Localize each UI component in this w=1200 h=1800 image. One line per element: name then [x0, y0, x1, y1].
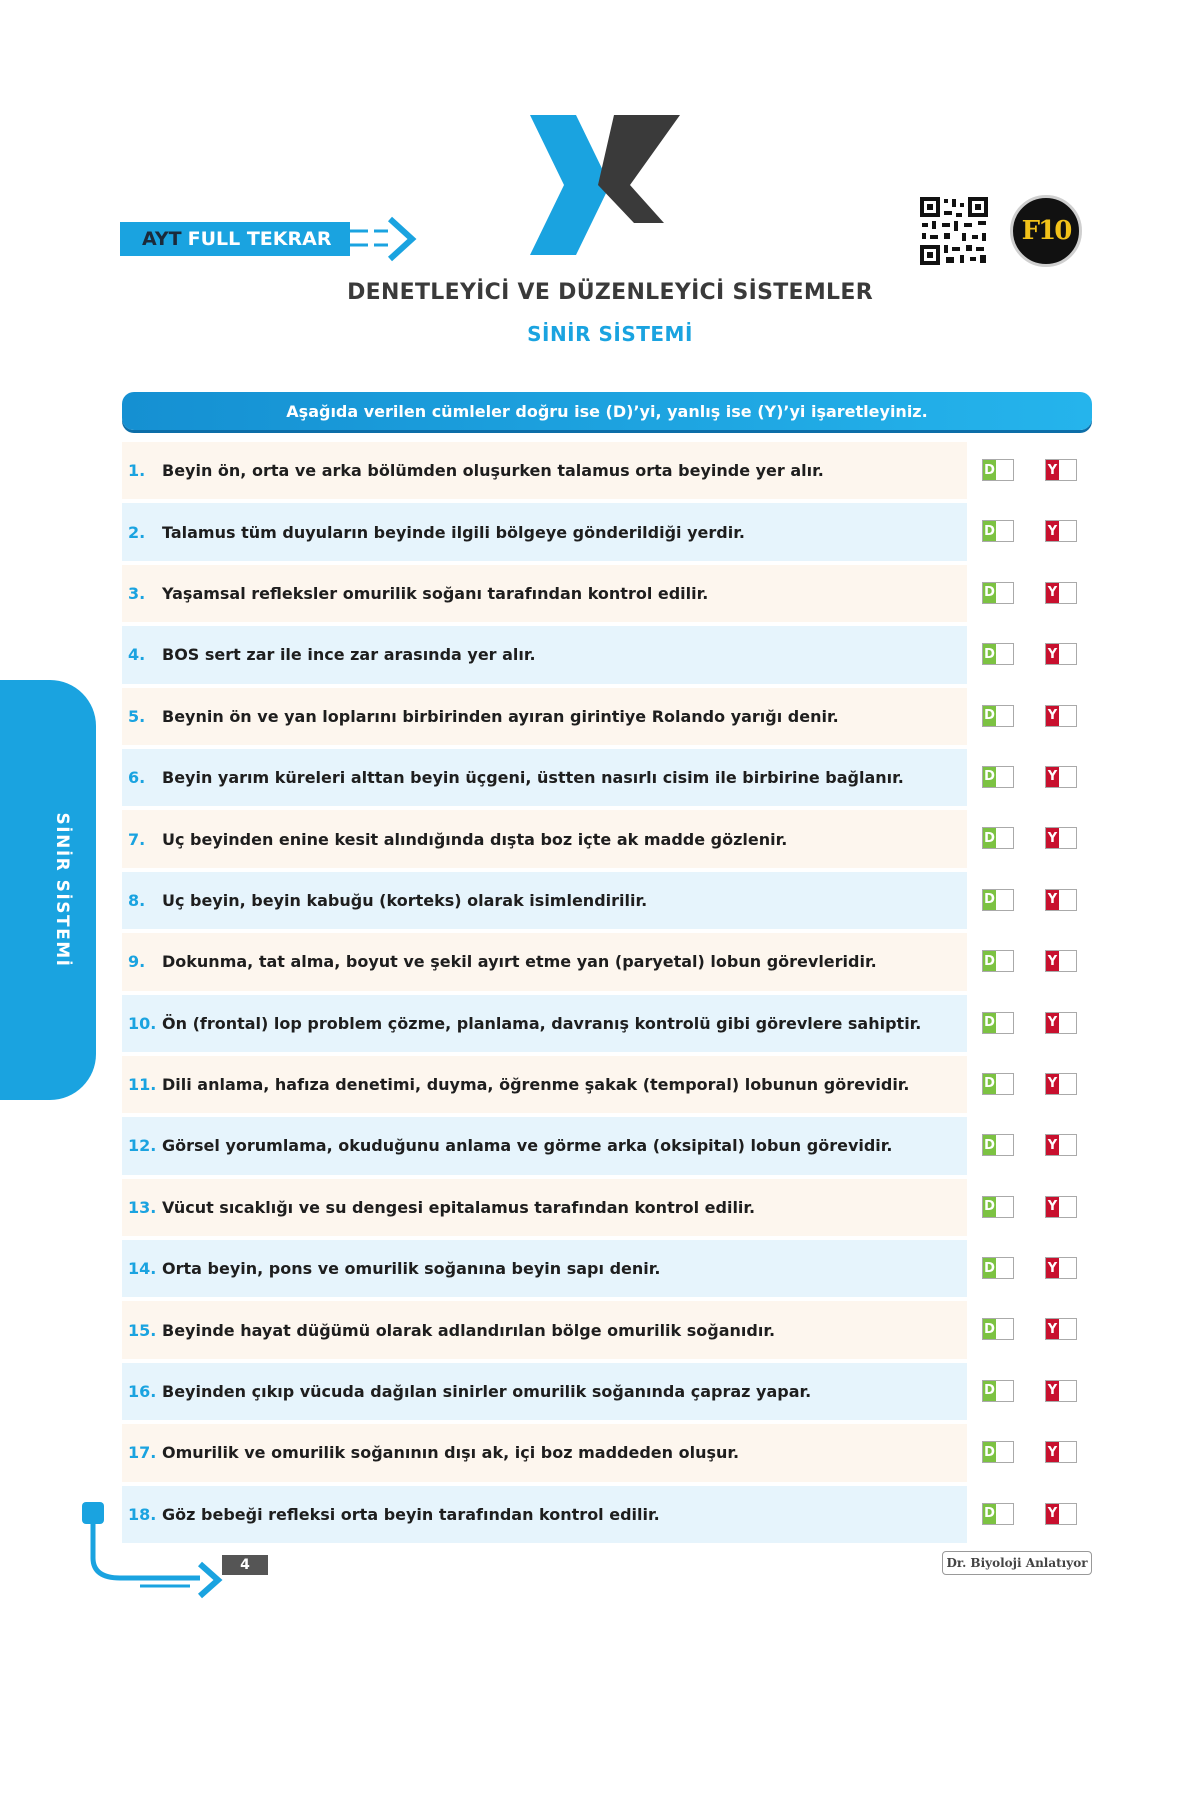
question-row: [122, 440, 1092, 501]
question-list: [122, 440, 1092, 1545]
page-number: 4: [222, 1555, 268, 1575]
true-answer-label: D: [983, 521, 996, 541]
true-answer-label: D: [983, 644, 996, 664]
question-number: 2.: [128, 522, 146, 542]
question-text: Uç beyin, beyin kabuğu (korteks) olarak isimlendirilir.: [162, 890, 648, 910]
true-answer-label: D: [983, 1442, 996, 1462]
true-answer-box[interactable]: [982, 1503, 1014, 1525]
question-row: [122, 993, 1092, 1054]
question-number: 4.: [128, 645, 146, 665]
false-answer-box[interactable]: [1045, 1134, 1077, 1156]
question-number: 6.: [128, 768, 146, 788]
question-number: 7.: [128, 829, 146, 849]
true-answer-box[interactable]: [982, 459, 1014, 481]
true-answer-label: D: [983, 1135, 996, 1155]
true-answer-label: D: [983, 706, 996, 726]
question-text: Beyin yarım küreleri alttan beyin üçgeni, üstten nasırlı cisim ile birbirine bağlanır.: [162, 768, 904, 788]
true-answer-box[interactable]: [982, 1380, 1014, 1402]
true-answer-box[interactable]: [982, 1012, 1014, 1034]
true-answer-box[interactable]: [982, 1196, 1014, 1218]
true-answer-label: D: [983, 1013, 996, 1033]
false-answer-box[interactable]: [1045, 1196, 1077, 1218]
false-answer-box[interactable]: [1045, 1257, 1077, 1279]
false-answer-label: Y: [1046, 767, 1059, 787]
banner-ayt-label: AYT: [142, 228, 182, 250]
false-answer-box[interactable]: [1045, 1073, 1077, 1095]
false-answer-label: Y: [1046, 1319, 1059, 1339]
question-number: 11.: [128, 1075, 157, 1095]
question-text: Uç beyinden enine kesit alındığında dışta boz içte ak madde gözlenir.: [162, 829, 788, 849]
x-logo-icon: [530, 115, 690, 255]
question-row: [122, 1177, 1092, 1238]
false-answer-label: Y: [1046, 1135, 1059, 1155]
false-answer-label: Y: [1046, 583, 1059, 603]
question-number: 12.: [128, 1136, 157, 1156]
false-answer-box[interactable]: [1045, 766, 1077, 788]
f10-badge-icon: [1010, 195, 1082, 267]
true-answer-box[interactable]: [982, 827, 1014, 849]
qr-code-icon: [918, 195, 990, 267]
question-number: 18.: [128, 1504, 157, 1524]
true-answer-box[interactable]: [982, 1257, 1014, 1279]
question-row: [122, 931, 1092, 992]
true-answer-label: D: [983, 828, 996, 848]
question-text: Orta beyin, pons ve omurilik soğanına beyin sapı denir.: [162, 1259, 661, 1279]
true-answer-label: D: [983, 1074, 996, 1094]
banner-full-tekrar-label: FULL TEKRAR: [187, 228, 332, 250]
question-number: 9.: [128, 952, 146, 972]
true-answer-label: D: [983, 1381, 996, 1401]
side-tab: [0, 680, 96, 1100]
question-text: Dili anlama, hafıza denetimi, duyma, öğrenme şakak (temporal) lobunun görevidir.: [162, 1075, 910, 1095]
true-answer-box[interactable]: [982, 1318, 1014, 1340]
false-answer-box[interactable]: [1045, 1380, 1077, 1402]
false-answer-label: Y: [1046, 644, 1059, 664]
false-answer-label: Y: [1046, 1197, 1059, 1217]
true-answer-label: D: [983, 951, 996, 971]
true-answer-box[interactable]: [982, 705, 1014, 727]
true-answer-box[interactable]: [982, 766, 1014, 788]
ayt-full-tekrar-banner: [120, 222, 350, 256]
question-text: Omurilik ve omurilik soğanının dışı ak, içi boz maddeden oluşur.: [162, 1443, 740, 1463]
question-text: Yaşamsal refleksler omurilik soğanı tarafından kontrol edilir.: [162, 583, 709, 603]
question-text: Göz bebeği refleksi orta beyin tarafından kontrol edilir.: [162, 1504, 660, 1524]
false-answer-label: Y: [1046, 890, 1059, 910]
false-answer-label: Y: [1046, 828, 1059, 848]
question-text: Görsel yorumlama, okuduğunu anlama ve görme arka (oksipital) lobun görevidir.: [162, 1136, 893, 1156]
false-answer-box[interactable]: [1045, 1012, 1077, 1034]
question-number: 8.: [128, 890, 146, 910]
question-number: 16.: [128, 1382, 157, 1402]
page-subtitle: SİNİR SİSTEMİ: [527, 322, 693, 346]
false-answer-label: Y: [1046, 521, 1059, 541]
f10-badge-label: F10: [1021, 216, 1071, 246]
question-row: [122, 870, 1092, 931]
question-text: Vücut sıcaklığı ve su dengesi epitalamus tarafından kontrol edilir.: [162, 1197, 756, 1217]
instruction-bar: Aşağıda verilen cümleler doğru ise (D)’yi, yanlış ise (Y)’yi işaretleyiniz.: [122, 392, 1092, 430]
false-answer-box[interactable]: [1045, 520, 1077, 542]
true-answer-box[interactable]: [982, 950, 1014, 972]
page-title: DENETLEYİCİ VE DÜZENLEYİCİ SİSTEMLER: [347, 280, 873, 305]
false-answer-label: Y: [1046, 1504, 1059, 1524]
true-answer-label: D: [983, 460, 996, 480]
question-row: [122, 624, 1092, 685]
question-number: 1.: [128, 461, 146, 481]
true-answer-box[interactable]: [982, 889, 1014, 911]
true-answer-label: D: [983, 1319, 996, 1339]
true-answer-box[interactable]: [982, 1073, 1014, 1095]
false-answer-box[interactable]: [1045, 643, 1077, 665]
false-answer-box[interactable]: [1045, 705, 1077, 727]
question-row: [122, 1054, 1092, 1115]
true-answer-box[interactable]: [982, 1441, 1014, 1463]
false-answer-box[interactable]: [1045, 582, 1077, 604]
false-answer-label: Y: [1046, 1442, 1059, 1462]
question-row: [122, 501, 1092, 562]
true-answer-box[interactable]: [982, 582, 1014, 604]
question-row: [122, 808, 1092, 869]
question-text: Dokunma, tat alma, boyut ve şekil ayırt etme yan (paryetal) lobun görevleridir.: [162, 952, 877, 972]
true-answer-label: D: [983, 767, 996, 787]
false-answer-box[interactable]: [1045, 827, 1077, 849]
question-number: 10.: [128, 1013, 157, 1033]
question-row: [122, 1238, 1092, 1299]
false-answer-box[interactable]: [1045, 1441, 1077, 1463]
question-row: [122, 1115, 1092, 1176]
false-answer-box[interactable]: [1045, 459, 1077, 481]
true-answer-box[interactable]: [982, 1134, 1014, 1156]
false-answer-label: Y: [1046, 1013, 1059, 1033]
true-answer-label: D: [983, 1258, 996, 1278]
question-row: [122, 563, 1092, 624]
question-text: Talamus tüm duyuların beyinde ilgili bölgeye gönderildiği yerdir.: [162, 522, 745, 542]
false-answer-label: Y: [1046, 460, 1059, 480]
question-text: Beyinde hayat düğümü olarak adlandırılan bölge omurilik soğanıdır.: [162, 1320, 776, 1340]
question-row: [122, 1299, 1092, 1360]
question-row: [122, 1422, 1092, 1483]
true-answer-box[interactable]: [982, 643, 1014, 665]
true-answer-label: D: [983, 583, 996, 603]
arrow-right-icon: [346, 215, 418, 263]
question-number: 13.: [128, 1197, 157, 1217]
question-number: 15.: [128, 1320, 157, 1340]
false-answer-label: Y: [1046, 1074, 1059, 1094]
false-answer-label: Y: [1046, 706, 1059, 726]
question-text: Beyinden çıkıp vücuda dağılan sinirler omurilik soğanında çapraz yapar.: [162, 1382, 812, 1402]
false-answer-box[interactable]: [1045, 950, 1077, 972]
question-number: 5.: [128, 706, 146, 726]
true-answer-label: D: [983, 1197, 996, 1217]
false-answer-box[interactable]: [1045, 1503, 1077, 1525]
true-answer-label: D: [983, 1504, 996, 1524]
question-number: 3.: [128, 583, 146, 603]
false-answer-box[interactable]: [1045, 889, 1077, 911]
brand-label: Dr. Biyoloji Anlatıyor: [942, 1551, 1092, 1575]
question-row: [122, 747, 1092, 808]
question-number: 17.: [128, 1443, 157, 1463]
question-text: Beyin ön, orta ve arka bölümden oluşurken talamus orta beyinde yer alır.: [162, 461, 824, 481]
false-answer-label: Y: [1046, 1258, 1059, 1278]
false-answer-label: Y: [1046, 1381, 1059, 1401]
side-tab-label: SİNİR SİSTEMİ: [52, 812, 72, 968]
true-answer-box[interactable]: [982, 520, 1014, 542]
question-number: 14.: [128, 1259, 157, 1279]
false-answer-box[interactable]: [1045, 1318, 1077, 1340]
question-row: [122, 1361, 1092, 1422]
question-row: [122, 686, 1092, 747]
question-text: Beynin ön ve yan loplarını birbirinden ayıran girintiye Rolando yarığı denir.: [162, 706, 839, 726]
true-answer-label: D: [983, 890, 996, 910]
question-text: Ön (frontal) lop problem çözme, planlama, davranış kontrolü gibi görevlere sahiptir.: [162, 1013, 922, 1033]
false-answer-label: Y: [1046, 951, 1059, 971]
question-text: BOS sert zar ile ince zar arasında yer alır.: [162, 645, 536, 665]
